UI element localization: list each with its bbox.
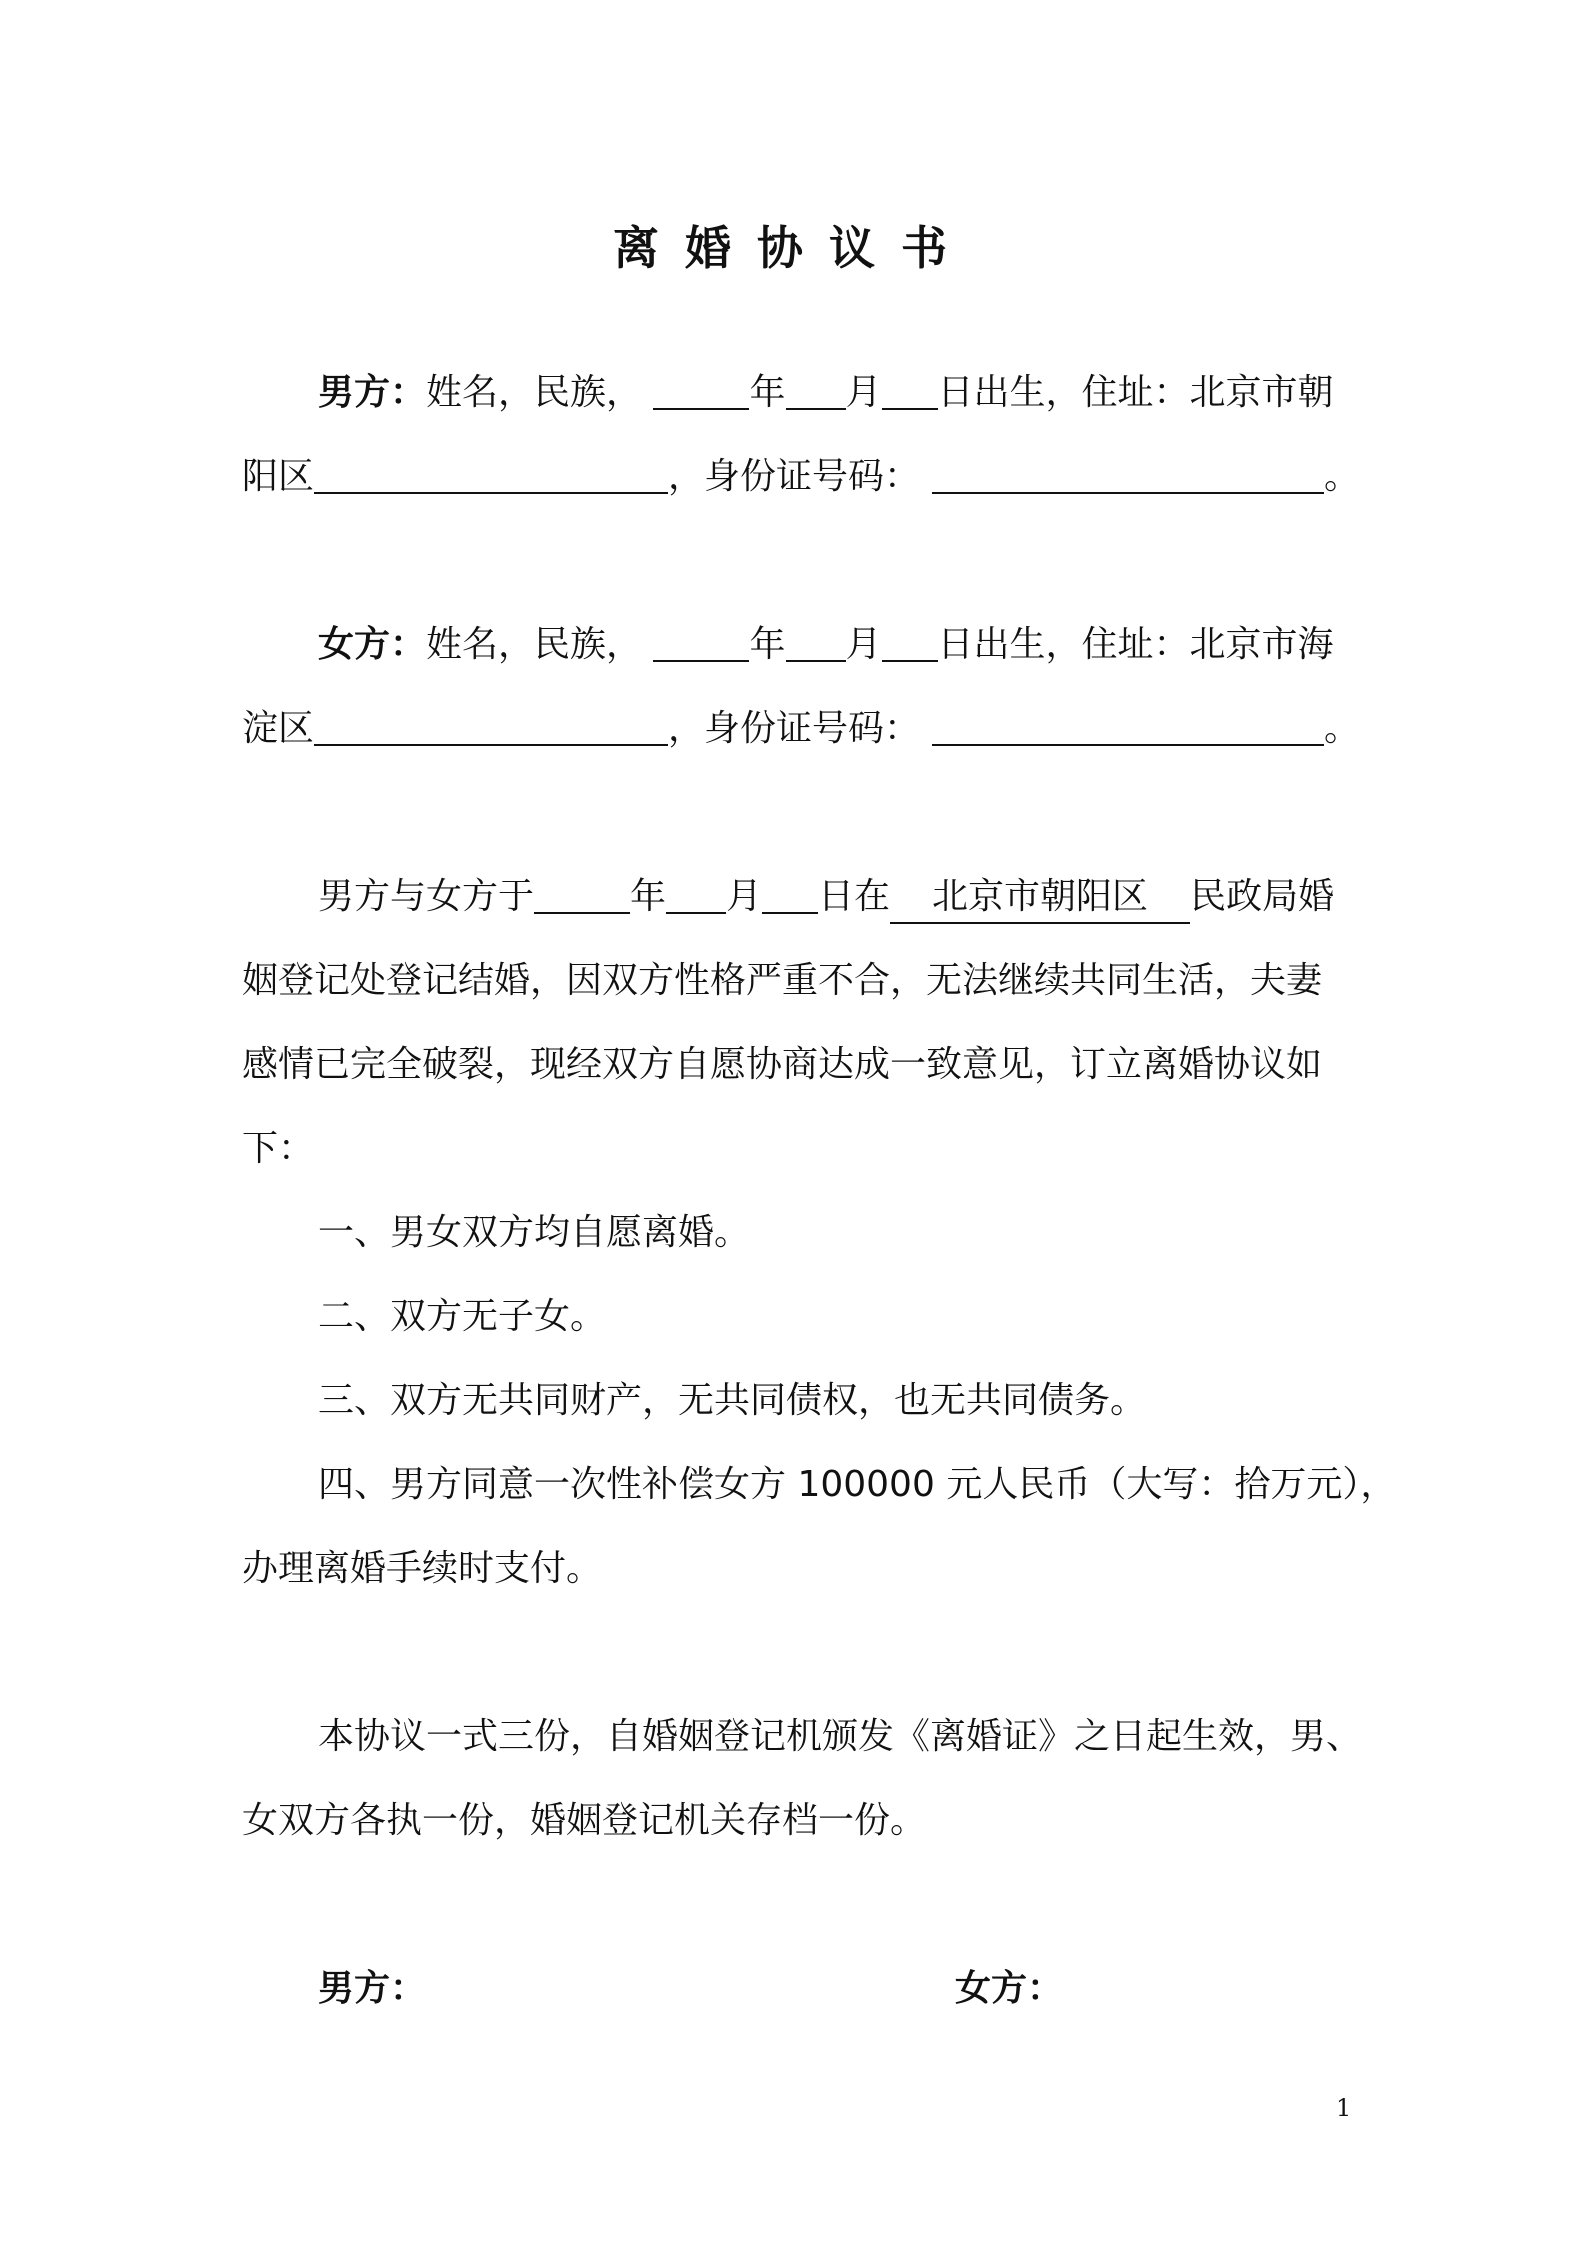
clause-4: 四、男方同意一次性补偿女方 100000 元人民币（大写：拾万元）， [318,1464,1397,1505]
page-number: 1 [1336,2094,1352,2122]
male-party-line-2 [0,452,1586,502]
male-address-blank[interactable] [314,452,668,494]
female-party-line-2 [0,704,1586,754]
marriage-day-blank[interactable] [762,872,818,914]
female-intro: 姓名，民族， [426,624,643,665]
female-end-text: 。 [1324,708,1361,749]
female-id-label: ，身份证号码： [668,708,921,749]
male-city-text: 北京市朝 [1189,372,1334,413]
clause-4-continuation: 办理离婚手续时支付。 [242,1548,603,1589]
clause-3: 三、双方无共同财产，无共同债权，也无共同债务。 [318,1380,1147,1421]
marriage-place-field[interactable]: 北京市朝阳区 [890,872,1190,924]
male-id-number-blank[interactable] [932,452,1324,494]
female-label: 女方： [318,624,427,665]
male-month-text: 月 [845,372,882,413]
male-party-line-1 [0,368,1586,418]
female-year-text: 年 [749,624,786,665]
male-end-text: 。 [1324,456,1361,497]
male-signature-label: 男方： [318,1968,427,2009]
female-party-line-1 [0,620,1586,670]
male-intro: 姓名，民族， [426,372,643,413]
marriage-month-blank[interactable] [666,872,726,914]
male-year-text: 年 [749,372,786,413]
female-month-text: 月 [845,624,882,665]
female-id-number-blank[interactable] [932,704,1324,746]
male-id-label: ，身份证号码： [668,456,921,497]
marriage-line-1 [0,872,1586,924]
female-address-blank[interactable] [314,704,668,746]
marriage-bureau-text: 民政局婚 [1190,876,1335,917]
female-district-text: 淀区 [242,708,315,749]
female-birth-year-blank[interactable] [653,620,749,662]
closing-line-2: 女双方各执一份，婚姻登记机关存档一份。 [242,1800,927,1841]
male-birth-year-blank[interactable] [653,368,749,410]
male-district-text: 阳区 [242,456,315,497]
female-signature-label: 女方： [955,1968,1064,2009]
male-label: 男方： [318,372,427,413]
marriage-line-4: 下： [242,1128,315,1169]
marriage-line-3: 感情已完全破裂，现经双方自愿协商达成一致意见，订立离婚协议如 [242,1044,1323,1085]
marriage-year-blank[interactable] [534,872,630,914]
marriage-day-at-text: 日在 [818,876,891,917]
female-birth-day-blank[interactable] [882,620,938,662]
marriage-year-text: 年 [630,876,667,917]
female-birth-month-blank[interactable] [786,620,846,662]
male-birth-month-blank[interactable] [786,368,846,410]
male-birth-day-blank[interactable] [882,368,938,410]
female-city-text: 北京市海 [1189,624,1334,665]
marriage-intro: 男方与女方于 [318,876,535,917]
marriage-line-2: 姻登记处登记结婚，因双方性格严重不合，无法继续共同生活，夫妻 [242,960,1323,1001]
clause-2: 二、双方无子女。 [318,1296,607,1337]
clause-1: 一、男女双方均自愿离婚。 [318,1212,751,1253]
closing-line-1: 本协议一式三份，自婚姻登记机颁发《离婚证》之日起生效，男、 [318,1716,1363,1757]
marriage-month-text: 月 [726,876,763,917]
male-day-birth-text: 日出生，住址： [937,372,1190,413]
document-title: 离婚协议书 [613,221,973,275]
female-day-birth-text: 日出生，住址： [937,624,1190,665]
